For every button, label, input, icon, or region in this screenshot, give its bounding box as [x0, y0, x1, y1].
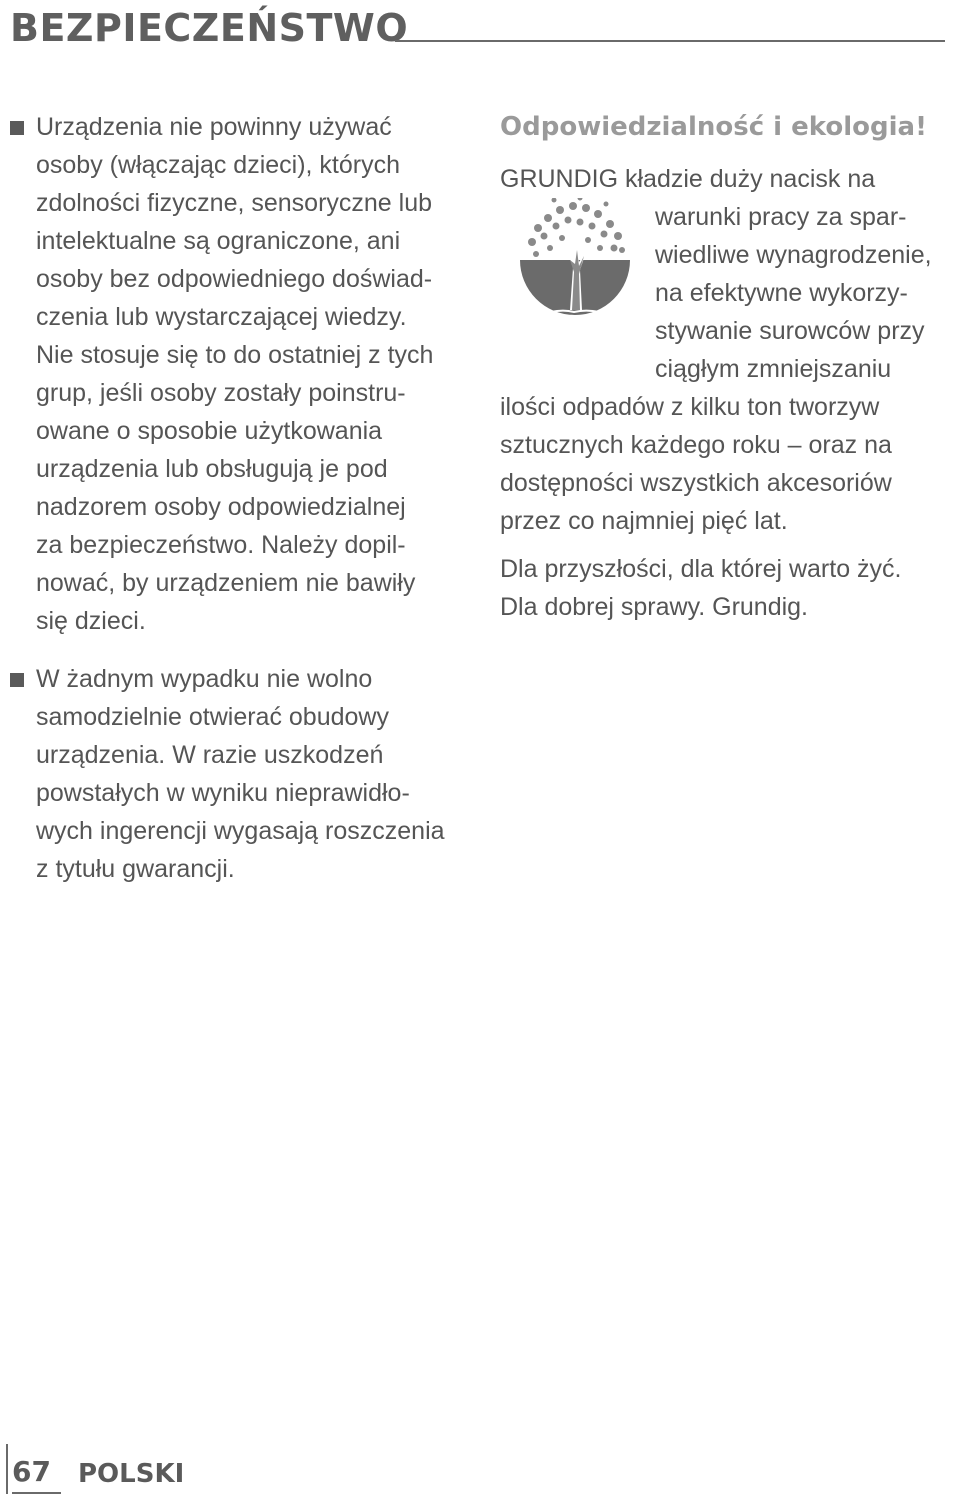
text-line: czenia lub wystarczającej wiedzy.	[36, 303, 407, 331]
text-line: dostępności wszystkich akcesoriów	[500, 469, 892, 497]
text-line: ciągłym zmniejszaniu	[655, 355, 892, 383]
text-line: się dzieci.	[36, 607, 146, 635]
text-line: sztucznych każdego roku – oraz na	[500, 431, 892, 459]
safety-column	[10, 108, 480, 908]
text-line: Urządzenia nie powinny używać	[36, 113, 392, 141]
page-number: 67	[12, 1452, 61, 1494]
text-line: owane o sposobie użytkowania	[36, 417, 383, 445]
text-line: warunki pracy za spar-	[655, 203, 907, 231]
footer-divider	[6, 1444, 8, 1494]
tree-icon	[518, 198, 633, 333]
text-line: za bezpieczeństwo. Należy dopil-	[36, 531, 406, 559]
text-line: W żadnym wypadku nie wolno	[36, 665, 373, 693]
text-line: GRUNDIG kładzie duży nacisk na	[500, 165, 876, 193]
text-line: osoby (włączając dzieci), których	[36, 151, 401, 179]
text-line: z tytułu gwarancji.	[36, 855, 235, 883]
slogan-paragraph	[500, 550, 960, 626]
language-label: POLSKI	[78, 1459, 185, 1489]
text-line: grup, jeśli osoby zostały poinstru-	[36, 379, 406, 407]
text-line: stywanie surowców przy	[655, 317, 925, 345]
text-line: Nie stosuje się to do ostatniej z tych	[36, 341, 434, 369]
title-underline	[395, 40, 945, 42]
text-line: powstałych w wyniku nieprawidło-	[36, 779, 410, 807]
text-line: Dla przyszłości, dla której warto żyć.	[500, 555, 902, 583]
safety-bullet-2	[10, 660, 480, 888]
text-line: Dla dobrej sprawy. Grundig.	[500, 593, 809, 621]
text-line: zdolności fizyczne, sensoryczne lub	[36, 189, 433, 217]
text-line: osoby bez odpowiedniego doświad-	[36, 265, 433, 293]
text-line: wiedliwe wynagrodzenie,	[655, 241, 932, 269]
text-line: urządzenia. W razie uszkodzeń	[36, 741, 384, 769]
ecology-column	[500, 108, 960, 636]
text-line: wych ingerencji wygasają roszczenia	[36, 817, 445, 845]
text-line: na efektywne wykorzy-	[655, 279, 908, 307]
text-line: ilości odpadów z kilku ton tworzyw	[500, 393, 880, 421]
square-bullet-icon	[10, 673, 24, 687]
text-line: urządzenia lub obsługują je pod	[36, 455, 388, 483]
square-bullet-icon	[10, 121, 24, 135]
text-line: nować, by urządzeniem nie bawiły	[36, 569, 416, 597]
text-line: samodzielnie otwierać obudowy	[36, 703, 389, 731]
text-line: intelektualne są ograniczone, ani	[36, 227, 401, 255]
text-line: nadzorem osoby odpowiedzialnej	[36, 493, 406, 521]
text-line: przez co najmniej pięć lat.	[500, 507, 788, 535]
page-title: BEZPIECZEŃSTWO	[10, 6, 409, 50]
safety-bullet-1	[10, 108, 480, 640]
ecology-heading: Odpowiedzialność i ekologia!	[500, 112, 927, 142]
